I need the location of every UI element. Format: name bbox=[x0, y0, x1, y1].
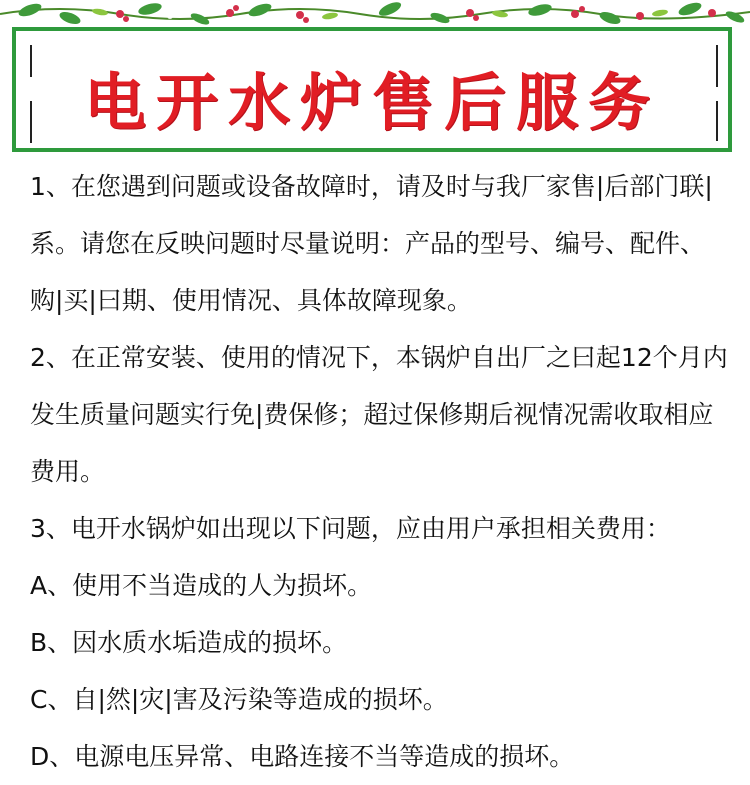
paragraph-contact: 1、在您遇到问题或设备故障时，请及时与我厂家售|后部门联|系。请您在反映问题时尽量说明：产品的型号、编号、配件、购|买|曰期、使用情况、具体故障现象。 bbox=[30, 172, 713, 315]
list-item: B、因水质水垢造成的损坏。 bbox=[30, 628, 348, 657]
service-content bbox=[30, 158, 730, 785]
list-item: C、自|然|灾|害及污染等造成的损坏。 bbox=[30, 685, 448, 714]
paragraph-warranty: 2、在正常安装、使用的情况下，本锅炉自出厂之曰起12个月内发生质量问题实行免|费保修；超过保修期后视情况需收取相应费用。 bbox=[30, 343, 728, 486]
list-item: A、使用不当造成的人为损坏。 bbox=[30, 571, 373, 600]
vine-decoration bbox=[0, 0, 750, 30]
list-item: D、电源电压异常、电路连接不当等造成的损坏。 bbox=[30, 742, 575, 771]
paragraph-user-cost: 3、电开水锅炉如出现以下问题，应由用户承担相关费用： bbox=[30, 514, 671, 543]
page-title: 电开水炉售后服务 bbox=[83, 66, 660, 139]
title-frame bbox=[12, 27, 732, 152]
frame-divider bbox=[16, 149, 728, 152]
